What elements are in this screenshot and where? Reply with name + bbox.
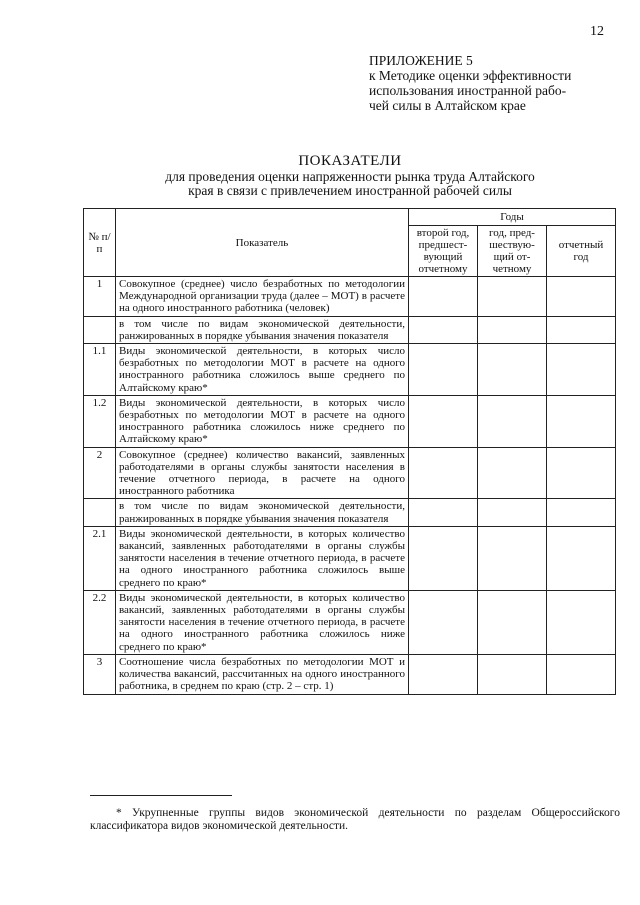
- header-year-reporting: отчетный год: [547, 226, 616, 277]
- value-cell: [409, 590, 478, 654]
- title-main: ПОКАЗАТЕЛИ: [298, 153, 402, 169]
- value-cell: [547, 590, 616, 654]
- header-years: Годы: [409, 209, 616, 226]
- appendix-line: к Методике оценки эффективности: [369, 68, 572, 83]
- value-cell: [409, 526, 478, 590]
- row-indicator: Соотношение числа безработных по методологии МОТ и количества вакансий, рассчитанных на одного иностранного работника, в среднем по краю (стр. 2 – стр. 1): [116, 654, 409, 694]
- indicators-table: [83, 208, 616, 695]
- value-cell: [409, 316, 478, 343]
- table-row: [84, 499, 616, 526]
- value-cell: [478, 526, 547, 590]
- value-cell: [478, 316, 547, 343]
- table-row: [84, 590, 616, 654]
- table-row: [84, 316, 616, 343]
- value-cell: [478, 447, 547, 499]
- value-cell: [547, 447, 616, 499]
- row-indicator: Виды экономической деятельности, в которых количество вакансий, заявленных работодателями в органы службы занятости населения в течение отчетного периода, в расчете на одного иностранного работника сложилось ниже среднего по краю*: [116, 590, 409, 654]
- row-number: 2: [84, 447, 116, 499]
- title-subtitle-line: для проведения оценки напряженности рынка труда Алтайского: [165, 169, 535, 184]
- row-number: 2.1: [84, 526, 116, 590]
- value-cell: [478, 654, 547, 694]
- table-row: [84, 654, 616, 694]
- appendix-line: чей силы в Алтайском крае: [369, 98, 526, 113]
- value-cell: [547, 344, 616, 396]
- value-cell: [478, 590, 547, 654]
- row-number: [84, 499, 116, 526]
- value-cell: [478, 395, 547, 447]
- value-cell: [547, 277, 616, 317]
- header-year-second-prior: второй год, предшест-вующий отчетному: [409, 226, 478, 277]
- value-cell: [547, 316, 616, 343]
- value-cell: [409, 344, 478, 396]
- value-cell: [547, 395, 616, 447]
- header-indicator: Показатель: [116, 209, 409, 277]
- row-number: 3: [84, 654, 116, 694]
- value-cell: [409, 499, 478, 526]
- header-number: № п/п: [84, 209, 116, 277]
- title-subtitle-line: края в связи с привлечением иностранной рабочей силы: [188, 183, 512, 198]
- value-cell: [409, 654, 478, 694]
- value-cell: [478, 277, 547, 317]
- value-cell: [478, 499, 547, 526]
- value-cell: [547, 654, 616, 694]
- table-row: [84, 447, 616, 499]
- document-title: [90, 153, 610, 198]
- appendix-reference: [369, 53, 571, 113]
- table-row: [84, 277, 616, 317]
- row-indicator: Совокупное (среднее) число безработных по методологии Международной организации труда (далее – МОТ) в расчете на одного иностранного работника (человек): [116, 277, 409, 317]
- footnote-rule: [90, 795, 232, 796]
- row-indicator: Совокупное (среднее) количество вакансий, заявленных работодателями в органы службы занятости населения в течение отчетного периода, в расчете на одного иностранного работника: [116, 447, 409, 499]
- row-indicator: в том числе по видам экономической деятельности, ранжированных в порядке убывания значения показателя: [116, 499, 409, 526]
- table-row: [84, 344, 616, 396]
- value-cell: [409, 395, 478, 447]
- row-indicator: в том числе по видам экономической деятельности, ранжированных в порядке убывания значения показателя: [116, 316, 409, 343]
- value-cell: [478, 344, 547, 396]
- value-cell: [547, 526, 616, 590]
- row-number: 1: [84, 277, 116, 317]
- table-row: [84, 395, 616, 447]
- row-indicator: Виды экономической деятельности, в которых количество вакансий, заявленных работодателями в органы службы занятости населения в течение отчетного периода, в расчете на одного иностранного работника сложилось выше среднего по краю*: [116, 526, 409, 590]
- footnote: * Укрупненные группы видов экономической деятельности по разделам Общероссийского классификатора видов экономической деятельности.: [90, 807, 620, 832]
- row-indicator: Виды экономической деятельности, в которых число безработных по методологии МОТ в расчете на одного иностранного работника сложилось ниже среднего по Алтайскому краю*: [116, 395, 409, 447]
- appendix-line: использования иностранной рабо-: [369, 83, 567, 98]
- value-cell: [547, 499, 616, 526]
- row-indicator: Виды экономической деятельности, в которых число безработных по методологии МОТ в расчете на одного иностранного работника сложилось выше среднего по Алтайскому краю*: [116, 344, 409, 396]
- appendix-line: ПРИЛОЖЕНИЕ 5: [369, 53, 473, 68]
- row-number: 2.2: [84, 590, 116, 654]
- row-number: 1.1: [84, 344, 116, 396]
- header-year-prior: год, пред-шествую-щий от-четному: [478, 226, 547, 277]
- value-cell: [409, 277, 478, 317]
- page-number: 12: [590, 24, 604, 39]
- row-number: 1.2: [84, 395, 116, 447]
- table-row: [84, 526, 616, 590]
- value-cell: [409, 447, 478, 499]
- row-number: [84, 316, 116, 343]
